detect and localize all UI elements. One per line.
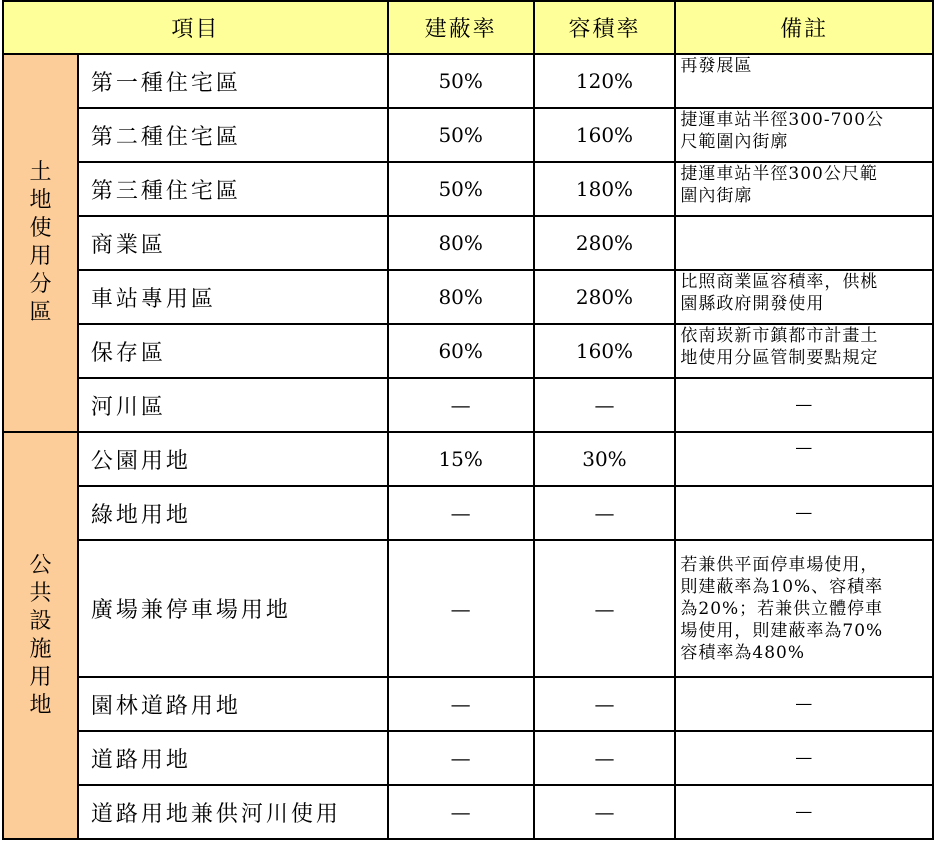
row-coverage: — [388,540,534,677]
zoning-table [2,0,934,840]
row-item: 園林道路用地 [78,677,388,731]
table-row [3,270,933,324]
row-note: — [675,432,933,486]
row-far: — [534,785,676,839]
row-note: 再發展區 [675,54,933,108]
row-note: — [675,731,933,785]
row-coverage: — [388,785,534,839]
row-far: — [534,731,676,785]
header-row [3,1,933,54]
header-far: 容積率 [534,1,676,54]
row-note: 捷運車站半徑300-700公 尺範圍內街廓 [675,108,933,162]
group-label-public-facilities: 公 共 設 施 用 地 [3,432,78,839]
row-coverage: 80% [388,270,534,324]
row-far: 160% [534,108,676,162]
table-row [3,540,933,677]
table-row [3,216,933,270]
row-coverage: 60% [388,324,534,378]
row-item: 河川區 [78,378,388,432]
row-far: 160% [534,324,676,378]
header-note: 備註 [675,1,933,54]
row-far: 180% [534,162,676,216]
table-row [3,54,933,108]
table-row [3,432,933,486]
row-coverage: 80% [388,216,534,270]
row-item: 公園用地 [78,432,388,486]
row-coverage: — [388,677,534,731]
row-item: 綠地用地 [78,486,388,540]
row-note: 捷運車站半徑300公尺範 圍內街廓 [675,162,933,216]
table-row [3,108,933,162]
row-note: — [675,677,933,731]
row-far: 280% [534,216,676,270]
group-label-land-use: 土 地 使 用 分 區 [3,54,78,432]
row-far: 120% [534,54,676,108]
table-row [3,324,933,378]
row-item: 保存區 [78,324,388,378]
header-item: 項目 [3,1,388,54]
table-row [3,486,933,540]
table-row [3,677,933,731]
table-row [3,731,933,785]
row-coverage: — [388,731,534,785]
row-item: 第一種住宅區 [78,54,388,108]
row-coverage: — [388,486,534,540]
table-row [3,785,933,839]
table-row [3,378,933,432]
row-note: 比照商業區容積率，供桃 園縣政府開發使用 [675,270,933,324]
row-coverage: 50% [388,162,534,216]
row-far: 30% [534,432,676,486]
row-note: 若兼供平面停車場使用， 則建蔽率為10%、容積率 為20%；若兼供立體停車 場使用，則建蔽率為70% 容積率為480% [675,540,933,677]
row-far: — [534,378,676,432]
row-coverage: 50% [388,108,534,162]
row-item: 廣場兼停車場用地 [78,540,388,677]
table-row [3,162,933,216]
row-item: 商業區 [78,216,388,270]
row-item: 道路用地 [78,731,388,785]
row-far: — [534,677,676,731]
row-coverage: 15% [388,432,534,486]
row-note [675,216,933,270]
row-coverage: 50% [388,54,534,108]
row-item: 第二種住宅區 [78,108,388,162]
header-coverage: 建蔽率 [388,1,534,54]
row-far: 280% [534,270,676,324]
row-far: — [534,486,676,540]
row-far: — [534,540,676,677]
row-item: 車站專用區 [78,270,388,324]
row-coverage: — [388,378,534,432]
row-note: 依南崁新市鎮都市計畫土 地使用分區管制要點規定 [675,324,933,378]
row-item: 第三種住宅區 [78,162,388,216]
row-item: 道路用地兼供河川使用 [78,785,388,839]
row-note: — [675,486,933,540]
row-note: — [675,785,933,839]
row-note: — [675,378,933,432]
